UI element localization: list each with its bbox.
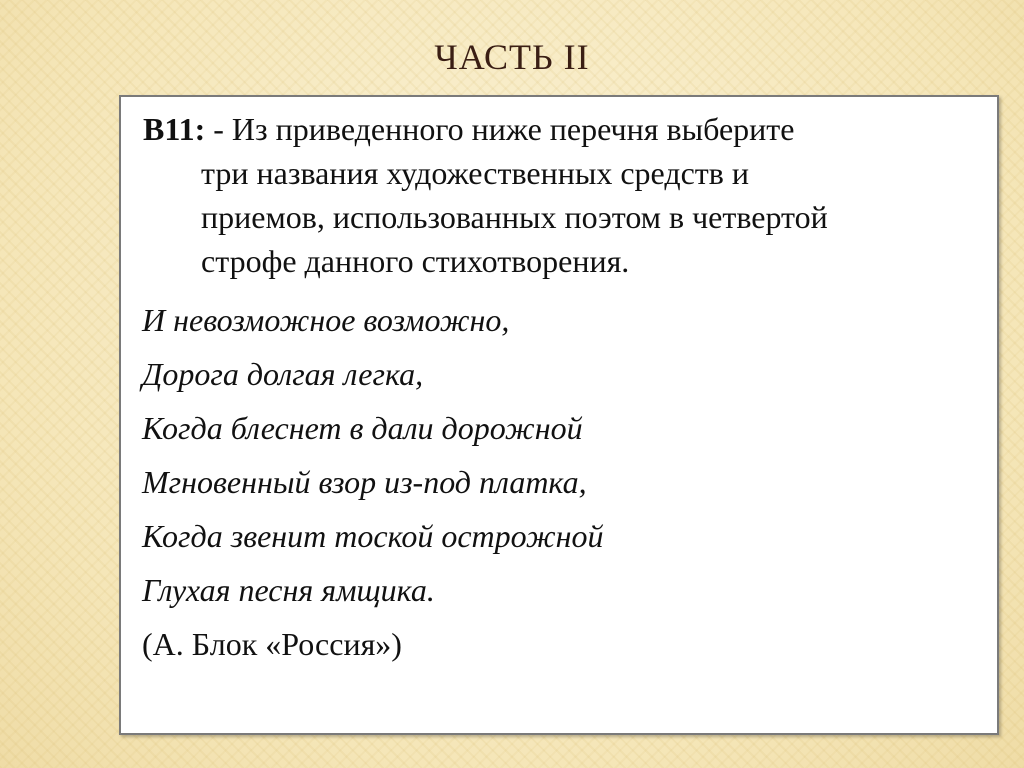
slide-title: ЧАСТЬ II (434, 37, 590, 77)
task-block (143, 107, 983, 283)
task-text-line-3: приемов, использованных поэтом в четвертой (201, 199, 828, 235)
poem-line: Глухая песня ямщика. (142, 572, 435, 608)
poem-line: Когда звенит тоской острожной (142, 518, 604, 554)
poem-line: Мгновенный взор из-под платка, (142, 464, 587, 500)
poem-line: Когда блеснет в дали дорожной (142, 410, 583, 446)
poem-line: И невозможное возможно, (142, 302, 510, 338)
content-box (119, 95, 999, 735)
task-label: B11: (143, 111, 206, 147)
task-text-line-4: строфе данного стихотворения. (201, 243, 630, 279)
task-dash: - (205, 111, 232, 147)
task-first-line (143, 107, 983, 151)
task-text-line-1: Из приведенного ниже перечня выберите (231, 111, 795, 147)
poem-block (142, 293, 603, 671)
poem-line: Дорога долгая легка, (142, 356, 424, 392)
poem-source: (А. Блок «Россия») (142, 626, 402, 662)
task-text-line-2: три названия художественных средств и (201, 155, 750, 191)
